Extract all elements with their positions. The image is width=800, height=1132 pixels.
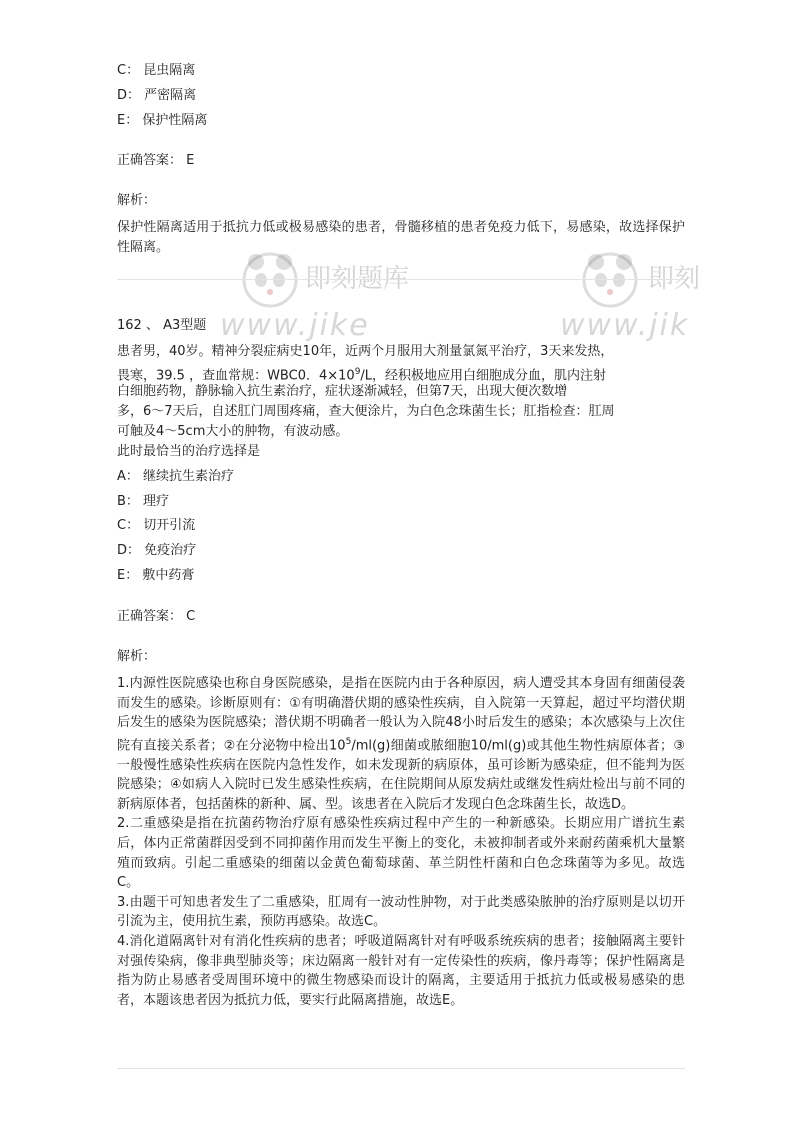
q161-analysis-text: 保护性隔离适用于抵抗力低或极易感染的患者，骨髓移植的患者免疫力低下，易感染，故选择保护性隔离。	[117, 220, 685, 255]
q162-number: 162 、 A3型题	[117, 318, 207, 333]
bottom-divider	[117, 1068, 685, 1069]
q162-option-e: E： 敷中药膏	[117, 568, 195, 583]
q161-option-c: C： 昆虫隔离	[117, 63, 196, 78]
q161-analysis-label: 解析：	[117, 193, 157, 208]
watermark-url-right: www.jik	[560, 308, 690, 343]
q161-option-d: D： 严密隔离	[117, 88, 197, 103]
watermark-url: www.jike	[220, 308, 370, 343]
q162-stem-line-2: 畏寒，39.5 ，查血常规：WBC0．$4\times 10^9/L$，经积极地应用白细胞成分血，肌内注射	[117, 367, 607, 384]
q161-answer: 正确答案： E	[117, 153, 195, 168]
analysis-point-2: 2.二重感染是指在抗菌药物治疗原有感染性疾病过程中产生的一种新感染。长期应用广谱抗生素后，体内正常菌群因受到不同抑菌作用而发生平衡上的变化，未被抑制者或外来耐药菌乘机大量繁殖而致病。引起二重感染的细菌以金黄色葡萄球菌、革兰阴性杆菌和白色念珠菌等为多见。故选C。	[117, 816, 685, 891]
watermark-brand: 即刻题库	[305, 264, 410, 294]
analysis-point-1: 1.内源性医院感染也称自身医院感染，是指在医院内由于各种原因，病人遭受其本身固有细菌侵袭而发生的感染。诊断原则有：①有明确潜伏期的感染性疾病，自入院第一天算起，超过平均潜伏期后发生的感染为医院感染；潜伏期不明确者一般认为入院48小时后发生的感染；本次感染与上次住院有直接关系者；②在分泌物中检出$10^5/ml(g)$细菌或脓细胞10/ml(g)或其他生物性病原体者；③一般慢性感染性疾病在医院内急性发作，如未发现新的病原体，虽可诊断为感染症，但不能判为医院感染；④如病人入院时已发生感染性疾病，在住院期间从原发病灶或继发性病灶检出与前不同的新病原体者，包括菌株的新种、属、型。该患者在入院后才发现白色念珠菌生长，故选D。	[117, 676, 685, 812]
q162-question: 此时最恰当的治疗选择是	[117, 444, 261, 459]
analysis-point-4: 4.消化道隔离针对有消化性疾病的患者；呼吸道隔离针对有呼吸系统疾病的患者；接触隔离主要针对强传染病，像非典型肺炎等；床边隔离一般针对有一定传染性的疾病，像丹毒等；保护性隔离是指为防止易感者受周围环境中的微生物感染而设计的隔离，主要适用于抵抗力低或极易感染的患者，本题该患者因为抵抗力低，要实行此隔离措施，故选E。	[117, 934, 685, 1008]
q162-option-b: B： 理疗	[117, 494, 170, 509]
panda-logo-icon	[240, 250, 300, 310]
q162-analysis-label: 解析：	[117, 649, 157, 664]
watermark-brand-right: 即刻	[648, 264, 701, 294]
question-divider	[117, 279, 685, 280]
q162-option-a: A： 继续抗生素治疗	[117, 469, 235, 484]
q162-option-d: D： 免疫治疗	[117, 543, 197, 558]
q162-stem-line-5: 可触及4～5cm大小的肿物，有波动感。	[117, 424, 349, 439]
q162-option-c: C： 切开引流	[117, 518, 196, 533]
q162-stem-line-1: 患者男，40岁。精神分裂症病史10年，近两个月服用大剂量氯氮平治疗，3天来发热，	[117, 344, 614, 359]
q162-stem-line-4: 多，6～7天后，自述肛门周围疼痛，查大便涂片，为白色念珠菌生长；肛指检查：肛周	[117, 404, 615, 419]
analysis-point-3: 3.由题干可知患者发生了二重感染，肛周有一波动性肿物，对于此类感染脓肿的治疗原则是以切开引流为主，使用抗生素，预防再感染。故选C。	[117, 894, 685, 930]
q161-option-e: E： 保护性隔离	[117, 113, 208, 128]
q162-stem-line-3: 白细胞药物，静脉输入抗生素治疗，症状逐渐减轻，但第7天，出现大便次数增	[117, 384, 568, 399]
q162-analysis-body	[117, 674, 685, 1010]
q162-answer: 正确答案： C	[117, 609, 196, 624]
panda-logo-icon	[580, 250, 640, 310]
